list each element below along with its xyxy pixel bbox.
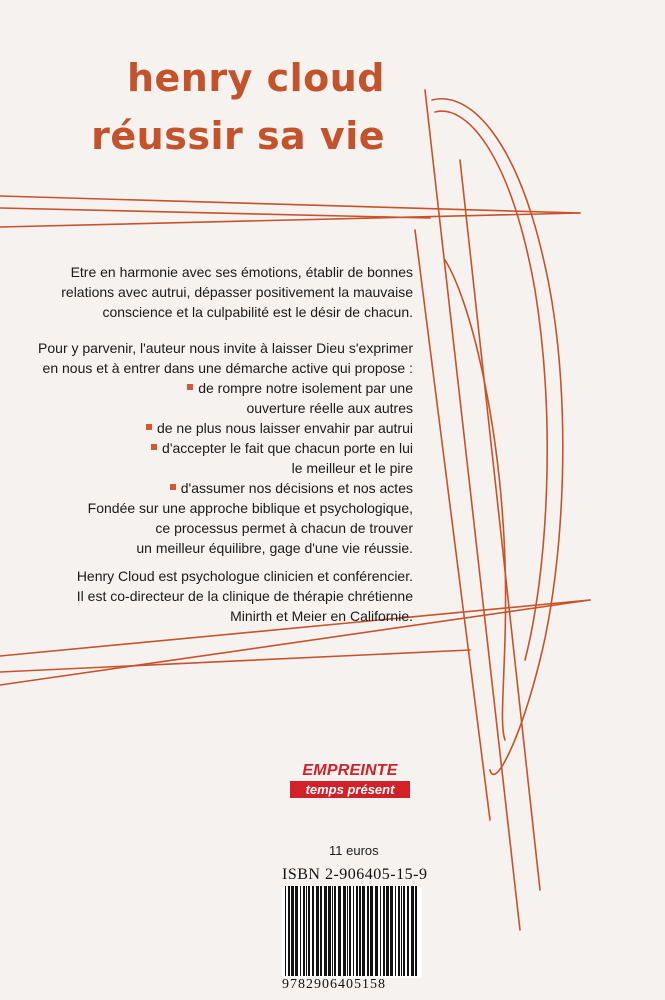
barcode-bar	[349, 886, 351, 976]
barcode-bar	[295, 886, 298, 976]
barcode-bar	[390, 886, 393, 976]
barcode-bar	[367, 886, 369, 976]
book-title: réussir sa vie	[91, 114, 385, 158]
blurb-line: ce processus permet à chacun de trouver	[155, 520, 413, 536]
barcode-bar	[324, 886, 327, 976]
barcode-bar	[370, 886, 373, 976]
barcode-number: 9782906405158	[282, 977, 386, 992]
barcode-bar	[386, 886, 389, 976]
bullet-item-cont: le meilleur et le pire	[291, 460, 413, 476]
barcode-bar	[353, 886, 354, 976]
blurb-line: relations avec autrui, dépasser positivement la mauvaise	[61, 284, 413, 300]
blurb-line: Etre en harmonie avec ses émotions, établir de bonnes	[70, 264, 413, 280]
bio-line: Il est co-directeur de la clinique de thérapie chrétienne	[76, 588, 413, 604]
barcode-bar	[306, 886, 307, 976]
blurb-line: Pour y parvenir, l'auteur nous invite à laisser Dieu s'exprimer	[38, 340, 413, 356]
bio-line: Henry Cloud est psychologue clinicien et conférencier.	[76, 568, 413, 584]
barcode-bar	[285, 886, 286, 976]
bio-line: Minirth et Meier en Californie.	[230, 608, 413, 624]
square-bullet-icon	[151, 444, 157, 450]
barcode-bar	[415, 886, 417, 976]
bullet-item: d'assumer nos décisions et nos actes	[0, 478, 413, 498]
square-bullet-icon	[146, 424, 152, 430]
barcode-bar	[316, 886, 319, 976]
barcode-bar	[303, 886, 305, 976]
bullet-item-cont: ouverture réelle aux autres	[246, 400, 413, 416]
barcode-bar	[347, 886, 348, 976]
barcode-bar	[334, 886, 336, 976]
publisher-name: EMPREINTE	[302, 762, 398, 779]
blurb-line: en nous et à entrer dans une démarche active qui propose :	[42, 360, 413, 376]
barcode-bar	[300, 886, 301, 976]
barcode-bar	[288, 886, 290, 976]
barcode-bar	[398, 886, 400, 976]
price: 11 euros	[329, 843, 379, 858]
square-bullet-icon	[170, 484, 176, 490]
barcode-bar	[411, 886, 414, 976]
barcode-bar	[403, 886, 405, 976]
author-bio	[0, 566, 413, 626]
barcode-bar	[380, 886, 381, 976]
barcode	[282, 886, 422, 978]
barcode-bar	[375, 886, 378, 976]
barcode-bar	[291, 886, 294, 976]
blurb-line: Fondée sur une approche biblique et psychologique,	[87, 500, 413, 516]
barcode-bar	[356, 886, 358, 976]
barcode-bar	[359, 886, 361, 976]
bullet-item: de ne plus nous laisser envahir par autrui	[0, 418, 413, 438]
barcode-bar	[320, 886, 322, 976]
collection-name: temps présent	[290, 781, 410, 798]
blurb-line: un meilleur équilibre, gage d'une vie réussie.	[136, 540, 413, 556]
barcode-bar	[383, 886, 385, 976]
barcode-bar	[308, 886, 310, 976]
barcode-bar	[343, 886, 346, 976]
blurb-proposals	[0, 338, 413, 558]
blurb-intro	[0, 262, 413, 322]
publisher-logo	[290, 762, 410, 798]
author-name: henry cloud	[126, 56, 385, 100]
square-bullet-icon	[187, 384, 193, 390]
barcode-bar	[328, 886, 331, 976]
barcode-bar	[401, 886, 402, 976]
blurb-line: conscience et la culpabilité est le désir de chacun.	[102, 304, 413, 320]
isbn: ISBN 2-906405-15-9	[282, 866, 428, 883]
bullet-item: de rompre notre isolement par une	[0, 378, 413, 398]
bullet-item: d'accepter le fait que chacun porte en lui	[0, 438, 413, 458]
barcode-bar	[362, 886, 365, 976]
barcode-bar	[312, 886, 314, 976]
barcode-bar	[332, 886, 333, 976]
barcode-bar	[395, 886, 396, 976]
barcode-bar	[407, 886, 409, 976]
barcode-bar	[338, 886, 341, 976]
